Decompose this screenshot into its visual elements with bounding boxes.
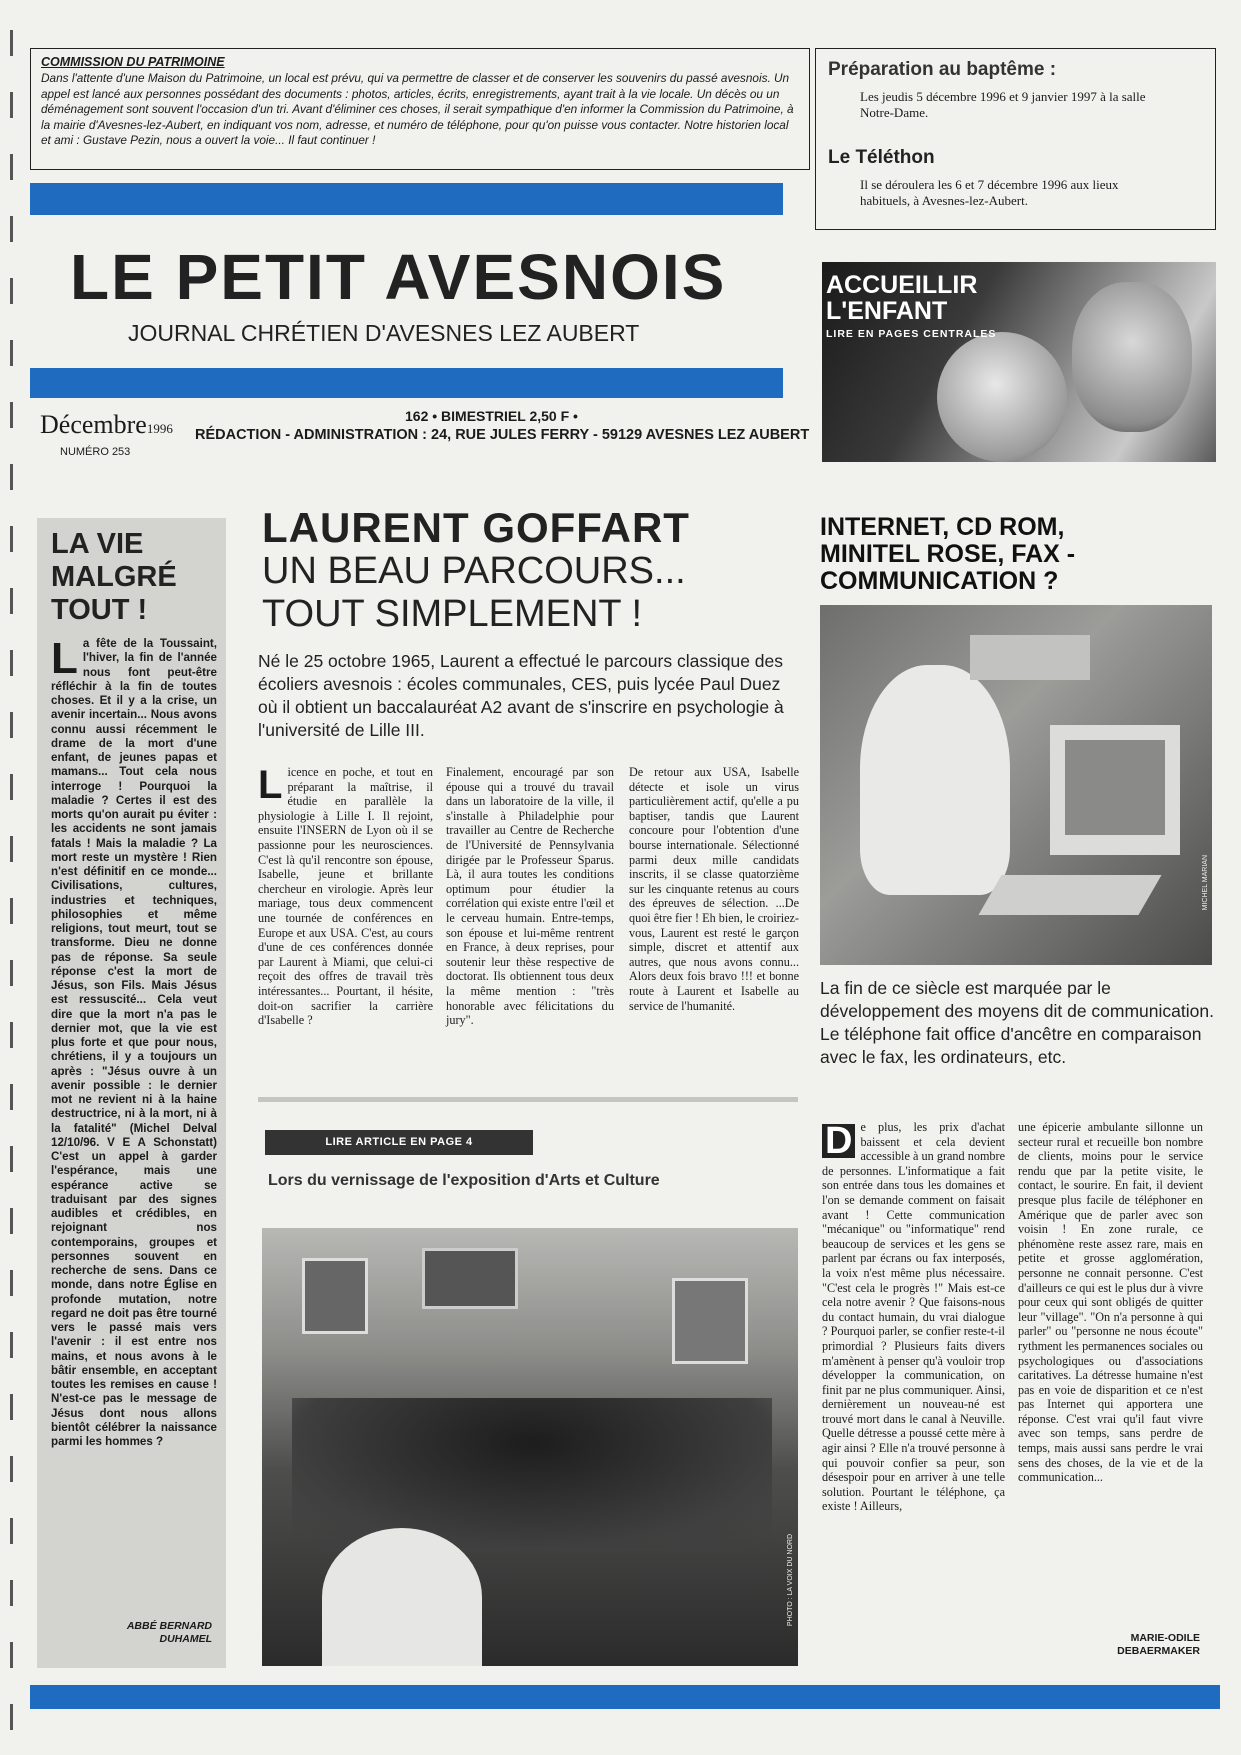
computer-photo[interactable] — [820, 605, 1212, 965]
editorial-title-line2: MALGRÉ — [51, 561, 177, 593]
editorial-author-line1: ABBÉ BERNARD — [126, 1620, 212, 1632]
editorial-column — [37, 518, 226, 1668]
laurent-col1-text: icence en poche, et tout en préparant la maîtrise, il étudie en parallèle la physiologie à Lille I. Il rejoint, ensuite l'INSERN de Lyon où il se passionne pour les neurosciences. C'est là qu'il rencontre son épouse, Isabelle, jeune et brillante chercheur en virologie. Après leur mariage, tous deux commencent une tournée de conférences en Europe et aux USA. C'est, au cours d'une de ces conférences donnée par Laurent à Miami, que celui-ci reçoit des offres de travail très intéressantes... Pourtant, il hésite, doit-on sacrifier la carrière d'Isabelle ? — [258, 765, 433, 1028]
exhibit-frame-shape — [422, 1248, 518, 1309]
issue-year: 1996 — [146, 421, 173, 436]
internet-author-line2: DEBAERMAKER — [1117, 1645, 1200, 1657]
internet-author — [1040, 1632, 1200, 1658]
section-divider — [258, 1097, 798, 1102]
internet-author-line1: MARIE-ODILE — [1130, 1632, 1200, 1644]
newspaper-title: LE PETIT AVESNOIS — [70, 241, 727, 313]
laurent-column-1 — [258, 765, 433, 1028]
address-line: RÉDACTION - ADMINISTRATION : 24, RUE JULES FERRY - 59129 AVESNES LEZ AUBERT — [195, 427, 810, 443]
printer-shape — [970, 635, 1090, 680]
laurent-dropcap: L — [258, 763, 283, 807]
editorial-title — [37, 518, 226, 627]
margin-marks — [10, 30, 13, 1730]
exhibit-frame-shape — [302, 1258, 368, 1334]
editorial-title-line1: LA VIE — [51, 528, 144, 560]
bapteme-text: Les jeudis 5 décembre 1996 et 9 janvier 1997 à la salle Notre-Dame. — [860, 89, 1146, 120]
commission-title: COMMISSION DU PATRIMOINE — [41, 55, 225, 69]
telethon-text: Il se déroulera les 6 et 7 décembre 1996 aux lieux habituels, à Avesnes-lez-Aubert. — [860, 177, 1119, 208]
read-article-link[interactable]: LIRE ARTICLE EN PAGE 4 — [265, 1130, 533, 1155]
promo-read-more: LIRE EN PAGES CENTRALES — [826, 328, 997, 340]
internet-col1-text: e plus, les prix d'achat baissent et cela devient accessible à un grand nombre de personnes. L'informatique a fait son entrée dans tous les domaines et l'on se demande comment on faisait avant ! Cette communication "mécanique" ou "informatique" rend beaucoup de services et les gens se parlent par écrans ou fax interposés, la voix n'est même plus nécessaire. "C'est cela le progrès !" Mais est-ce cela notre avenir ? Que faisons-nous du contact humain, du vrai dialogue ? Pourquoi parler, se confier reste-t-il primordial ? Plusieurs faits divers m'amènent à penser qu'à vouloir trop développer la communication, on finit par ne plus communiquer. Ainsi, dernièrement un nouveau-né est trouvé mort dans le canal à Neuville. Quelle détresse a poussé cette mère à agir ainsi ? Elle n'a trouvé personne à qui pouvoir confier sa peur, son désespoir pour en arriver à une telle solution. Pourtant le téléphone, ça existe ! Ailleurs, — [822, 1120, 1005, 1514]
crowd-shape — [292, 1398, 772, 1548]
announcements-box — [815, 48, 1216, 230]
expo-caption: Lors du vernissage de l'exposition d'Arts et Culture — [268, 1172, 660, 1189]
child-shape — [860, 665, 1010, 895]
internet-column-1 — [822, 1120, 1005, 1514]
commission-text: Dans l'attente d'une Maison du Patrimoine, un local est prévu, qui va permettre de classer et de conserver les souvenirs du passé avesnois. Un appel est lancé aux personnes possédant des documents : photos, articles, écrits, enregistrements, ayant trait à la vie locale. Un décès ou un déménagement sont souvent l'occasion d'un tri. Avant d'éliminer ces choses, il serait sympathique d'en informer la Commission du Patrimoine, à la mairie d'Avesnes-lez-Aubert, en indiquant vos nom, adresse, et numéro de téléphone, pour qu'on puisse vous contacter. Notre historien local et ami : Gustave Pezin, nous a ouvert la voie... Il faut continuer ! — [41, 71, 794, 147]
laurent-headline-1: UN BEAU PARCOURS... — [262, 550, 686, 592]
editorial-author — [127, 1620, 212, 1646]
foreground-person-shape — [322, 1528, 482, 1666]
commission-box — [30, 48, 810, 170]
issue-month: Décembre — [40, 410, 147, 439]
exhibition-photo[interactable] — [262, 1228, 798, 1666]
promo-photo[interactable] — [822, 262, 1216, 462]
price-line: 162 • BIMESTRIEL 2,50 F • — [405, 408, 578, 424]
baby-face-shape — [937, 332, 1067, 462]
internet-dropcap: D — [822, 1124, 855, 1158]
bapteme-title: Préparation au baptême : — [828, 59, 1057, 80]
telethon-title: Le Téléthon — [828, 147, 935, 168]
footer-bar — [30, 1685, 1220, 1709]
laurent-headline-name: LAURENT GOFFART — [262, 504, 690, 551]
laurent-intro: Né le 25 octobre 1965, Laurent a effectué le parcours classique des écoliers avesnois : écoles communales, CES, puis lycée Paul Duez où il obtient un baccalauréat A2 avant de s'inscrire en psychologie à l'université de Lille III. — [258, 651, 784, 740]
newspaper-subtitle: JOURNAL CHRÉTIEN D'AVESNES LEZ AUBERT — [128, 320, 640, 346]
mother-face-shape — [1072, 282, 1192, 432]
masthead-top-bar — [30, 183, 783, 215]
internet-headline-line2: MINITEL ROSE, FAX - — [820, 540, 1076, 568]
internet-column-2: une épicerie ambulante sillonne un secteur rural et recueille bon nombre de clients, moins pour le service rendu que par la petite visite, le contact, le sourire. En fait, il devient presque plus facile de téléphoner en Amérique que de parler avec son voisin ! En zone rurale, ce phénomène reste assez rare, mais en petite et grosse agglomération, personne ne connait personne. C'est d'ailleurs ce qui est le plus dur à vivre pour ceux qui sont obligés de quitter leur "village". "On n'a personne à qui parler" ou "personne ne nous écoute" rythment les permanences sociales ou psychologiques ou d'associations caritatives. La détresse humaine n'est pas en voie de disparition et ce n'est pas Internet qui apportera une réponse. C'est vrai qu'il faut vivre avec son temps, sans perdre de temps, mais aussi sans perdre le vrai sens des choses, de la vie et de la communication... — [1018, 1120, 1203, 1485]
exhibition-photo-credit: PHOTO : LA VOIX DU NORD — [787, 1533, 794, 1626]
internet-headline — [820, 514, 1075, 595]
keyboard-shape — [978, 875, 1161, 915]
masthead-bottom-bar — [30, 368, 783, 398]
laurent-column-3: De retour aux USA, Isabelle détecte et isole un virus particulièrement actif, qu'elle a pu baptiser, tandis que Laurent concoure pour l'obtention d'une bourse internationale. Sélectionné parmi deux mille candidats inscrits, il se classe quatorzième sur les cinquante retenus au cours des épreuves de sélection. ...De quoi être fier ! Eh bien, le croiriez-vous, Laurent est resté le garçon simple, discret et attentif aux autres, que nous avons connu... Alors deux fois bravo !!! et bonne route à Laurent et Isabelle au service de l'humanité. — [629, 765, 799, 1013]
issue-number: NUMÉRO 253 — [60, 446, 131, 458]
laurent-column-2: Finalement, encouragé par son épouse qui a trouvé du travail dans un laboratoire de la ville, il s'installe à Philadelphie pour travailler au Centre de Recherche de l'Université de Pennsylvania dirigée par le Professeur Sparus. Là, il aura toutes les conditions optimum pour étudier la corrélation qui existe entre l'œil et le cerveau humain. Entre-temps, son épouse et lui-même rentrent en France, à deux reprises, pour soutenir leur thèse respective de doctorat. Ils obtiennent tous deux la même mention : "très honorable avec félicitations du jury". — [446, 765, 614, 1028]
editorial-author-line2: DUHAMEL — [159, 1633, 212, 1645]
computer-photo-credit: MICHEL MARIAN — [1202, 855, 1209, 911]
laurent-headline-2: TOUT SIMPLEMENT ! — [262, 593, 643, 635]
exhibit-frame-shape — [672, 1278, 748, 1364]
editorial-dropcap: L — [51, 634, 78, 683]
promo-title-line2: L'ENFANT — [826, 297, 948, 325]
internet-intro: La fin de ce siècle est marquée par le développement des moyens dit de communication. Le téléphone fait office d'ancêtre en comparaison avec le fax, les ordinateurs, etc. — [820, 978, 1214, 1067]
monitor-screen-shape — [1065, 740, 1165, 835]
editorial-text: a fête de la Toussaint, l'hiver, la fin de l'année nous font peut-être réfléchir à la fin de toutes choses. Et il y a la crise, un avenir incertain... Nous avons connu aussi récemment le drame de la mort d'une enfant, de jeunes papas et mamans... Tout cela nous interroge ! Pourquoi la maladie ? Certes il est des morts qu'on aurait pu éviter : les accidents ne sont jamais fatals ! Mais la maladie ? La mort reste un mystère ! Rien n'est définitif en ce monde... Civilisations, cultures, industries et techniques, philosophies et même religions, tout meurt, tout se transforme. Dieu ne donne pas de réponse. Sa seule réponse c'est la mort de Jésus, son Fils. Mais Jésus est ressuscité... Cela veut dire que la mort n'a pas le dernier mot, que la vie est plus forte et que pour nous, chrétiens, il y a toujours un après : "Jésus ouvre à un avenir possible : le dernier mot ne revient ni à la haine destructrice, ni à la mort, ni à la fatalité" (Michel Delval 12/10/96. V E A Schonstatt) C'est un appel à garder l'espérance, mais une espérance active se traduisant par des signes audibles et crédibles, en rejoignant nos contemporains, groupes et personnes souvent en recherche de sens. Dans ce monde, dans notre Église en profonde mutation, notre regard ne doit pas être tourné vers le passé mais vers l'avenir : il est entre nos mains, et nous avons à le bâtir ensemble, en acceptant toutes les remises en cause ! N'est-ce pas le message de Jésus dont nous allons bientôt célébrer la naissance parmi les hommes ? — [51, 637, 217, 1448]
internet-headline-line3: COMMUNICATION ? — [820, 567, 1059, 595]
issue-date — [40, 410, 173, 440]
editorial-title-line3: TOUT ! — [51, 594, 148, 626]
editorial-body — [37, 627, 226, 1449]
promo-title-line1: ACCUEILLIR — [826, 271, 978, 299]
internet-headline-line1: INTERNET, CD ROM, — [820, 513, 1065, 541]
